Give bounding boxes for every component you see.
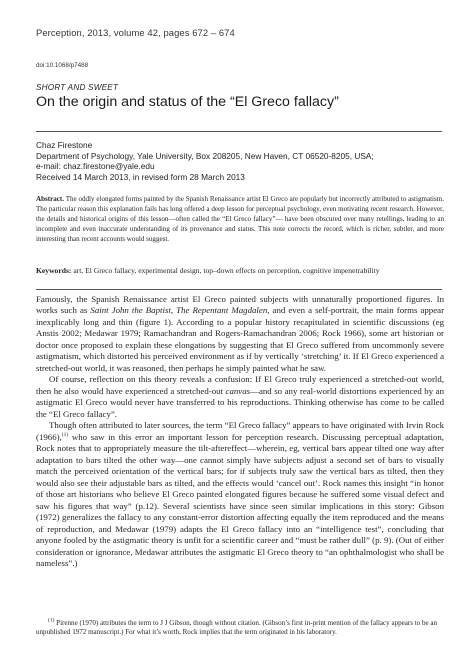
- abstract-divider: [36, 289, 442, 290]
- footnote-text: Pirenne (1970) attributes the term to J J Gibson, though without citation. (Gibson’s first in-print mention of the fallacy appears to be an unpublished 1972 manuscript.) For what it’s worth, Rock implies that the term originated in his laboratory.: [36, 619, 438, 637]
- running-header: Perception, 2013, volume 42, pages 672 – 674: [36, 27, 235, 38]
- author-block: [36, 140, 446, 182]
- keywords-text: art, El Greco fallacy, experimental design, top–down effects on perception, cognitive impenetrability: [71, 266, 380, 275]
- paragraph-1-text-c: , and even a self-portrait, the main forms appear inexplicably long and thin (figure 1). According to a popular history recapitulated in scientific discussions (eg Anstis 2002; Medawar 1979; Ramachandran and Rogers-Ramachandran 2006; Rock 1966), some art historian or doctor once proposed to explain these elongations by suggesting that El Greco suffered from uncommonly severe astigmatism, which distorted his perceived environment as if by vertically ‘stretching’ it. If El Greco experienced a stretched-out world, it was reasoned, then perhaps he simply painted what he saw.: [36, 305, 445, 373]
- section-label: SHORT AND SWEET: [36, 83, 119, 92]
- paragraph-1: [36, 294, 444, 374]
- received-dates: Received 14 March 2013, in revised form 28 March 2013: [36, 171, 245, 182]
- abstract-text: The oddly elongated forms painted by the Spanish Renaissance artist El Greco are popularly but incorrectly attributed to astigmatism. The particular reason this explanation fails has long offered a deep lesson for perceptual psychology, even motivating recent research. However, the details and historical origins of this lesson—often called the “El Greco fallacy”— have been obscured over many retellings, leading to an incomplete and even inaccurate understanding of its provenance and status. This note corrects the record, which is richer, subtler, and more interesting than recent accounts would suggest.: [36, 195, 444, 243]
- paragraph-2-text-b: —and so any real-world distortions experienced by an astigmatic El Greco would never have transferred to his reproductions. Thinking otherwise has come to be called the “El Greco fallacy”.: [36, 385, 444, 419]
- paragraph-3-text-b: who saw in this error an important lesson for perception research. Discussing perceptual adaptation, Rock notes that to appropriately measure the tilt-aftereffect—wherein, eg, vertical bars appear tilted one way after adaptation to bars tilted the other way—one cannot simply have subjects adjust a second set of bars to visually match the perceived orientation of the vertical bars; for if subjects truly saw the vertical bars as tilted, then they would also see their adjustable bars as tilted, and the effects would ‘cancel out’. Rock names this insight “in honor of those art historians who believe El Greco painted elongated figures because he suffered some visual defect and saw his figures that way” (p.12). Several scientists have since seen similar implications in this story: Gibson (1972) generalizes the fallacy to any constant-error distortion affecting equally the item reproduced and the means of reproduction, and Medawar (1979) adapts the El Greco fallacy into an “intelligence test”, concluding that anyone fooled by the astigmatic theory is unfit for a scientific career and “must be rather dull” (p. 9). (Out of either consideration or ignorance, Medawar attributes the astigmatic El Greco theory to “an ophthalmologist who shall be nameless”.): [36, 431, 444, 569]
- footnote-number: (1): [48, 617, 55, 624]
- paragraph-1-text-a: Famously, the Spanish Renaissance artist El Greco painted subjects with unnaturally proportioned figures. In works such as: [36, 294, 444, 316]
- artwork-title-magdalen: The Repentant Magdalen: [176, 305, 268, 316]
- article-title: On the origin and status of the “El Greco fallacy”: [36, 94, 339, 110]
- paragraph-3-text-a: Though often attributed to later sources, the term “El Greco fallacy” appears to have originated with Irvin Rock (1966),: [36, 420, 444, 442]
- footnote: [36, 619, 444, 638]
- emphasis-canvas: canvas: [225, 385, 251, 396]
- keywords: [36, 266, 444, 276]
- abstract-label: Abstract.: [36, 195, 64, 203]
- footnote-marker: (1): [61, 431, 69, 438]
- abstract: [36, 195, 444, 245]
- author-email: e-mail: chaz.firestone@yale.edu: [36, 161, 155, 172]
- footnote-1: [36, 619, 444, 638]
- paragraph-2-text-a: Of course, reflection on this theory reveals a confusion: If El Greco truly experienced a stretched-out world, then he also would have experienced a stretched-out: [36, 374, 444, 396]
- paragraph-3: [36, 420, 444, 569]
- keywords-label: Keywords:: [36, 266, 72, 275]
- paragraph-1-text-b: ,: [170, 305, 177, 316]
- doi-label: doi:10.1068/p7488: [36, 62, 89, 69]
- title-divider: [36, 131, 442, 132]
- author-affiliation: Department of Psychology, Yale University, Box 208205, New Haven, CT 06520-8205, USA;: [36, 150, 374, 161]
- artwork-title-saint-john: Saint John the Baptist: [90, 305, 171, 316]
- article-body: [36, 294, 444, 570]
- paragraph-2: [36, 374, 444, 420]
- author-name: Chaz Firestone: [36, 140, 93, 150]
